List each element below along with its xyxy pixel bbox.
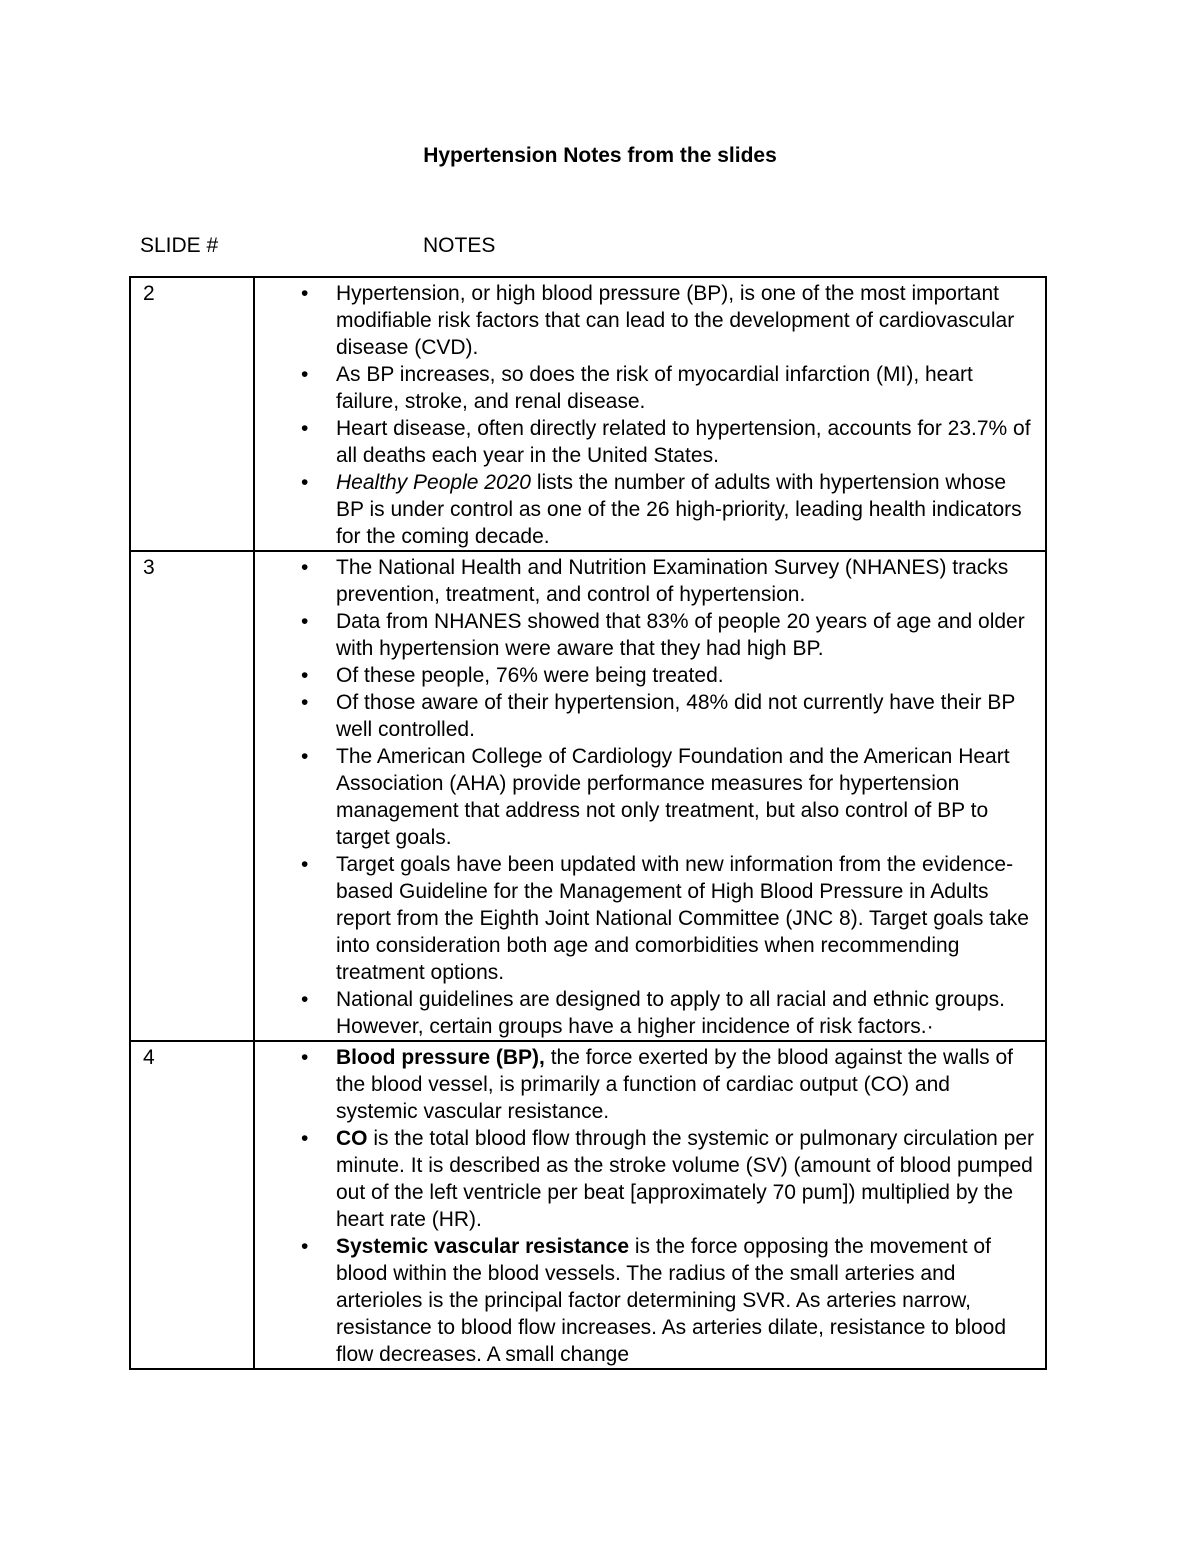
bullet-text: Of those aware of their hypertension, 48% did not currently have their BP well controlled. bbox=[336, 691, 1015, 741]
notes-cell bbox=[254, 551, 1046, 1041]
list-item bbox=[255, 415, 1037, 469]
bullet-text: is the force opposing the movement of blood within the blood vessels. The radius of the small arteries and arterioles is the principal factor determining SVR. As arteries narrow, resistance to blood flow increases. As arteries dilate, resistance to blood flow decreases. A small change bbox=[336, 1235, 1007, 1366]
list-item bbox=[255, 689, 1037, 743]
page-title: Hypertension Notes from the slides bbox=[423, 144, 777, 167]
bullet-icon: • bbox=[301, 282, 309, 305]
bullet-icon: • bbox=[301, 1127, 309, 1150]
bullet-icon: • bbox=[301, 691, 309, 714]
bullet-list bbox=[255, 554, 1037, 1040]
bullet-icon: • bbox=[301, 988, 309, 1011]
bullet-text: Of these people, 76% were being treated. bbox=[336, 664, 724, 687]
bullet-icon: • bbox=[301, 471, 309, 494]
bullet-text: Target goals have been updated with new information from the evidence-based Guideline for the Management of High Blood Pressure in Adults report from the Eighth Joint National Committee (JNC 8). Target goals take into consideration both age and comorbidities when recommending treatment options. bbox=[336, 853, 1029, 984]
list-item bbox=[255, 1233, 1037, 1368]
slide-number-cell: 3 bbox=[130, 551, 254, 1041]
bullet-text: The National Health and Nutrition Examination Survey (NHANES) tracks prevention, treatment, and control of hypertension. bbox=[336, 556, 1009, 606]
bullet-text: As BP increases, so does the risk of myocardial infarction (MI), heart failure, stroke, and renal disease. bbox=[336, 363, 973, 413]
bullet-lead-italic: Healthy People 2020 bbox=[336, 471, 531, 494]
list-item bbox=[255, 554, 1037, 608]
bullet-icon: • bbox=[301, 610, 309, 633]
bullet-lead-bold: CO bbox=[336, 1127, 368, 1150]
bullet-icon: • bbox=[301, 664, 309, 687]
bullet-text: National guidelines are designed to apply to all racial and ethnic groups. However, certain groups have a higher incidence of risk factors.· bbox=[336, 988, 1005, 1038]
slide-number-cell: 2 bbox=[130, 277, 254, 551]
list-item bbox=[255, 469, 1037, 550]
bullet-list bbox=[255, 280, 1037, 550]
bullet-lead-bold: Systemic vascular resistance bbox=[336, 1235, 630, 1258]
list-item bbox=[255, 1125, 1037, 1233]
list-item bbox=[255, 280, 1037, 361]
bullet-text: Heart disease, often directly related to hypertension, accounts for 23.7% of all deaths each year in the United States. bbox=[336, 417, 1031, 467]
bullet-text: lists the number of adults with hypertension whose BP is under control as one of the 26 high-priority, leading health indicators for the coming decade. bbox=[336, 471, 1022, 548]
notes-table bbox=[129, 276, 1047, 1370]
bullet-list bbox=[255, 1044, 1037, 1368]
bullet-text: Hypertension, or high blood pressure (BP), is one of the most important modifiable risk factors that can lead to the development of cardiovascular disease (CVD). bbox=[336, 282, 1015, 359]
bullet-icon: • bbox=[301, 853, 309, 876]
bullet-text: The American College of Cardiology Foundation and the American Heart Association (AHA) provide performance measures for hypertension management that address not only treatment, but also control of BP to target goals. bbox=[336, 745, 1010, 849]
bullet-icon: • bbox=[301, 417, 309, 440]
bullet-text: Data from NHANES showed that 83% of people 20 years of age and older with hypertension were aware that they had high BP. bbox=[336, 610, 1025, 660]
table-row bbox=[130, 1041, 1046, 1369]
list-item bbox=[255, 608, 1037, 662]
bullet-icon: • bbox=[301, 1235, 309, 1258]
bullet-icon: • bbox=[301, 745, 309, 768]
list-item bbox=[255, 851, 1037, 986]
list-item bbox=[255, 1044, 1037, 1125]
list-item bbox=[255, 361, 1037, 415]
list-item bbox=[255, 986, 1037, 1040]
list-item bbox=[255, 743, 1037, 851]
bullet-text: the force exerted by the blood against the walls of the blood vessel, is primarily a function of cardiac output (CO) and systemic vascular resistance. bbox=[336, 1046, 1013, 1123]
bullet-icon: • bbox=[301, 1046, 309, 1069]
notes-cell bbox=[254, 1041, 1046, 1369]
table-row bbox=[130, 277, 1046, 551]
column-header-notes: NOTES bbox=[423, 234, 496, 257]
table-row bbox=[130, 551, 1046, 1041]
bullet-icon: • bbox=[301, 363, 309, 386]
list-item bbox=[255, 662, 1037, 689]
bullet-text: is the total blood flow through the systemic or pulmonary circulation per minute. It is described as the stroke volume (SV) (amount of blood pumped out of the left ventricle per beat [approximately 70 pum]) multiplied by the heart rate (HR). bbox=[336, 1127, 1034, 1231]
slide-number-cell bbox=[130, 1041, 254, 1369]
bullet-lead-bold: Blood pressure (BP), bbox=[336, 1046, 545, 1069]
bullet-icon: • bbox=[301, 556, 309, 579]
notes-cell bbox=[254, 277, 1046, 551]
column-header-slide: SLIDE # bbox=[140, 234, 219, 257]
slide-number: 4 bbox=[143, 1046, 155, 1069]
notes-clip bbox=[255, 1044, 1037, 1368]
